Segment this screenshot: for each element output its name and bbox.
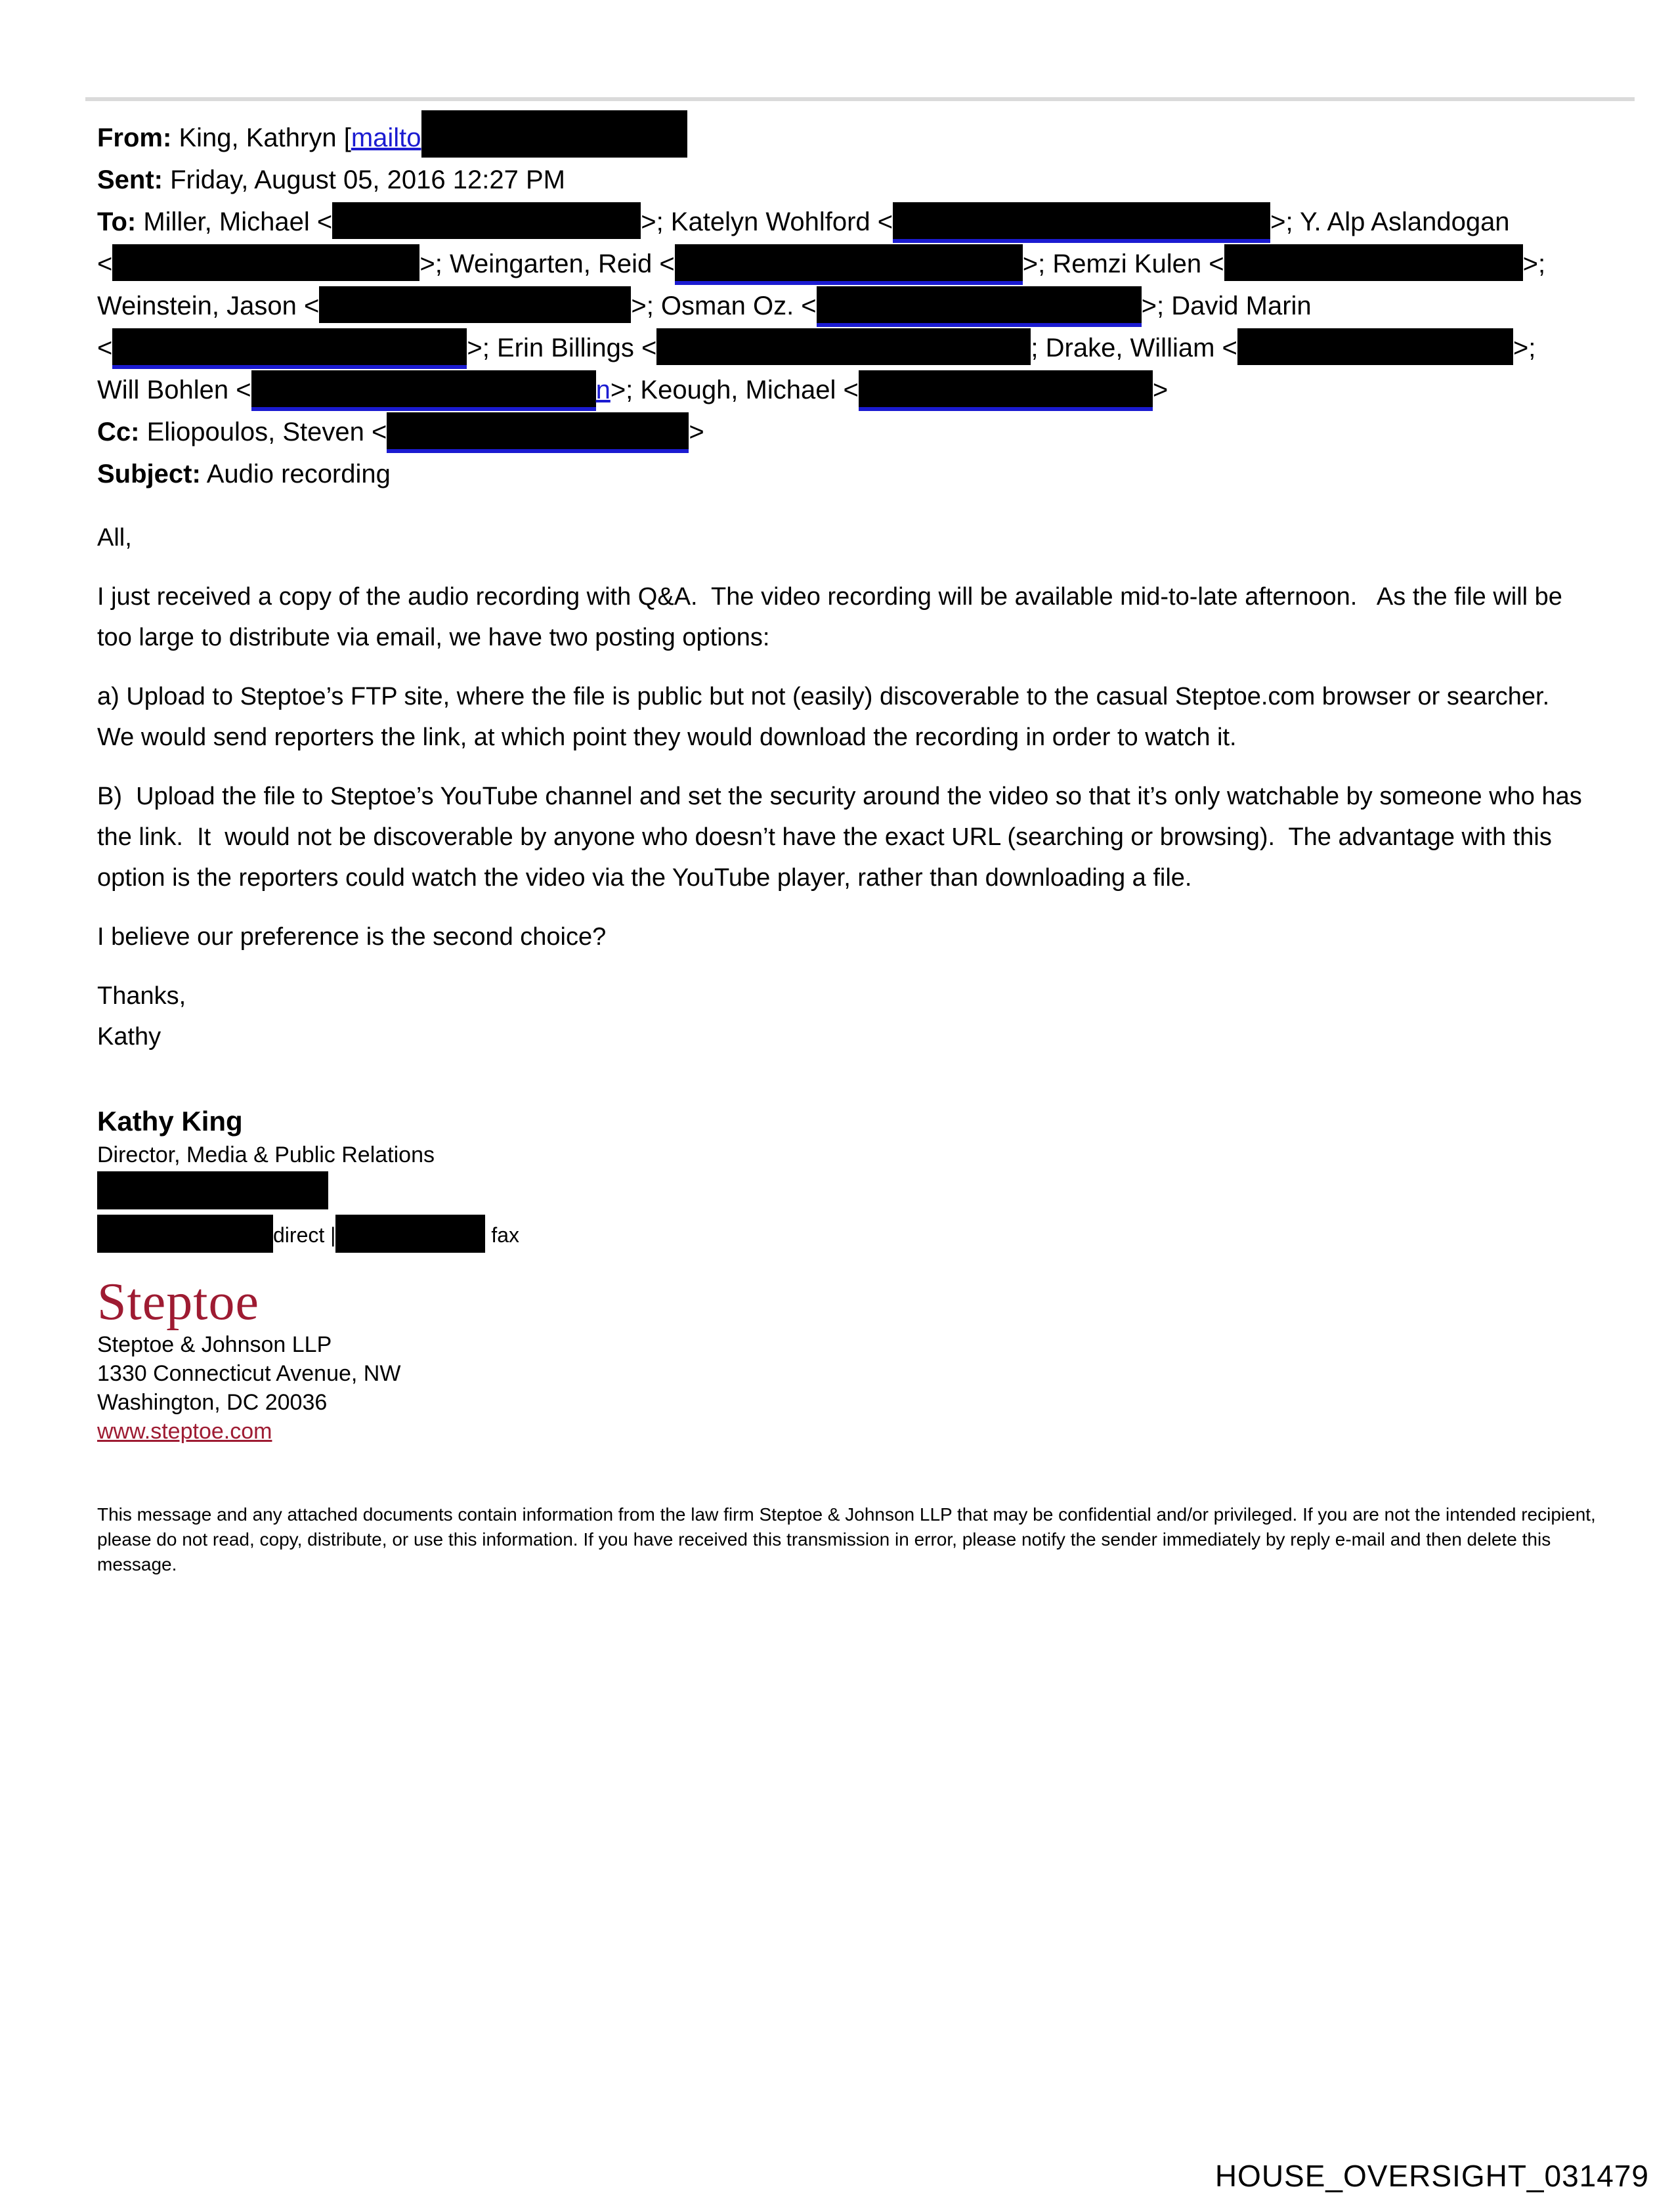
signature-redactions xyxy=(97,1170,1600,1257)
header-field-label: Cc: xyxy=(97,418,140,446)
redaction-bar xyxy=(319,286,631,323)
header-field-label: From: xyxy=(97,123,172,152)
email-content xyxy=(97,110,1600,1577)
redaction-bar xyxy=(335,1215,485,1253)
redaction-bar xyxy=(421,110,687,158)
closing-name: Kathy xyxy=(97,1023,161,1051)
header-line-to-line-1 xyxy=(97,201,1600,243)
header-text: < xyxy=(97,334,113,362)
closing-thanks: Thanks, xyxy=(97,982,186,1010)
redaction-bar xyxy=(97,1171,328,1209)
header-text: > xyxy=(689,418,704,446)
header-text: >; Erin Billings < xyxy=(467,334,657,362)
firm-address xyxy=(97,1330,1600,1446)
hyperlink-text[interactable]: n xyxy=(595,376,611,404)
header-field-label: Subject: xyxy=(97,460,201,488)
header-text: Miller, Michael < xyxy=(136,207,333,236)
header-text: >; Y. Alp Aslandogan xyxy=(1270,207,1510,236)
header-text: fax xyxy=(485,1223,520,1247)
header-line-sent xyxy=(97,159,1600,201)
redaction-bar xyxy=(97,1215,273,1253)
header-line-subject xyxy=(97,453,1600,495)
header-line-from xyxy=(97,110,1600,159)
header-text: >; Keough, Michael < xyxy=(610,376,859,404)
salutation: All, xyxy=(97,524,132,552)
header-text: >; David Marin xyxy=(1141,292,1312,320)
redaction-bar xyxy=(1237,328,1513,365)
header-text: ; Drake, William < xyxy=(1031,334,1237,362)
paragraph-intro: I just received a copy of the audio recording with Q&A. The video recording will be available mid-to-late afternoon. As the file will be too large to distribute via email, we have two posting options: xyxy=(97,583,1562,651)
header-text: >; Katelyn Wohlford < xyxy=(641,207,893,236)
address-redaction xyxy=(97,1170,1600,1213)
signature-block xyxy=(97,1103,1600,1446)
header-line-to-line-5 xyxy=(97,369,1600,411)
hyperlink-text[interactable]: mailto xyxy=(351,123,421,152)
redaction-bar xyxy=(675,244,1023,281)
header-text: King, Kathryn [ xyxy=(171,123,351,152)
header-line-to-line-4 xyxy=(97,327,1600,369)
redaction-bar xyxy=(332,202,641,239)
legal-disclaimer: This message and any attached documents contain information from the law firm Steptoe & Johnson LLP that may be confidential and/or privileged. If you are not the intended recipient, please do not read, copy, distribute, or use this information. If you have received this transmission in error, please notify the sender immediately by reply e-mail and then delete this message. xyxy=(97,1504,1596,1574)
header-field-label: Sent: xyxy=(97,165,163,194)
redaction-bar xyxy=(112,328,467,365)
paragraph-option-a: a) Upload to Steptoe’s FTP site, where the file is public but not (easily) discoverable to the casual Steptoe.com browser or searcher. We would send reporters the link, at which point they would download the recording in order to watch it. xyxy=(97,683,1556,751)
steptoe-logo: Steptoe xyxy=(97,1273,259,1331)
address-line-1: 1330 Connecticut Avenue, NW xyxy=(97,1361,401,1386)
closing xyxy=(97,976,1600,1057)
redaction-bar xyxy=(251,370,596,407)
header-text: direct | xyxy=(273,1223,336,1247)
header-text: >; Osman Oz. < xyxy=(631,292,817,320)
redaction-bar xyxy=(817,286,1142,323)
redaction-bar xyxy=(112,244,419,281)
header-text: > xyxy=(1152,376,1169,404)
redaction-bar xyxy=(893,202,1270,239)
header-text: >; Weingarten, Reid < xyxy=(419,249,675,278)
redaction-bar xyxy=(656,328,1031,365)
redaction-bar xyxy=(859,370,1153,407)
header-field-label: To: xyxy=(97,207,137,236)
header-text: Audio recording xyxy=(200,460,391,488)
address-line-2: Washington, DC 20036 xyxy=(97,1390,328,1415)
website-link[interactable]: www.steptoe.com xyxy=(97,1419,272,1444)
header-line-to-line-3 xyxy=(97,285,1600,327)
phone-fax-line xyxy=(97,1213,1600,1257)
email-headers xyxy=(97,110,1600,495)
header-text: >; Remzi Kulen < xyxy=(1022,249,1224,278)
signature-name: Kathy King xyxy=(97,1106,243,1137)
email-body xyxy=(97,517,1600,1057)
signature-title: Director, Media & Public Relations xyxy=(97,1142,435,1167)
header-text: < xyxy=(97,249,113,278)
header-line-cc xyxy=(97,411,1600,453)
firm-name: Steptoe & Johnson LLP xyxy=(97,1332,332,1357)
header-text: Will Bohlen < xyxy=(97,376,251,404)
bates-number: HOUSE_OVERSIGHT_031479 xyxy=(1214,2159,1649,2193)
paragraph-option-b: B) Upload the file to Steptoe’s YouTube channel and set the security around the video so that it’s only watchable by someone who has the link. It would not be discoverable by anyone who doesn’t have the exact URL (searching or browsing). The advantage with this option is the reporters could watch the video via the YouTube player, rather than downloading a file. xyxy=(97,783,1582,892)
header-text: Eliopoulos, Steven < xyxy=(139,418,387,446)
redaction-bar xyxy=(387,412,689,449)
redaction-bar xyxy=(1224,244,1523,281)
top-divider xyxy=(85,97,1635,101)
header-text: Friday, August 05, 2016 12:27 PM xyxy=(163,165,565,194)
header-text: Weinstein, Jason < xyxy=(97,292,320,320)
paragraph-preference: I believe our preference is the second choice? xyxy=(97,923,607,951)
header-text: >; xyxy=(1522,249,1546,278)
header-text: >; xyxy=(1513,334,1536,362)
header-line-to-line-2 xyxy=(97,243,1600,285)
